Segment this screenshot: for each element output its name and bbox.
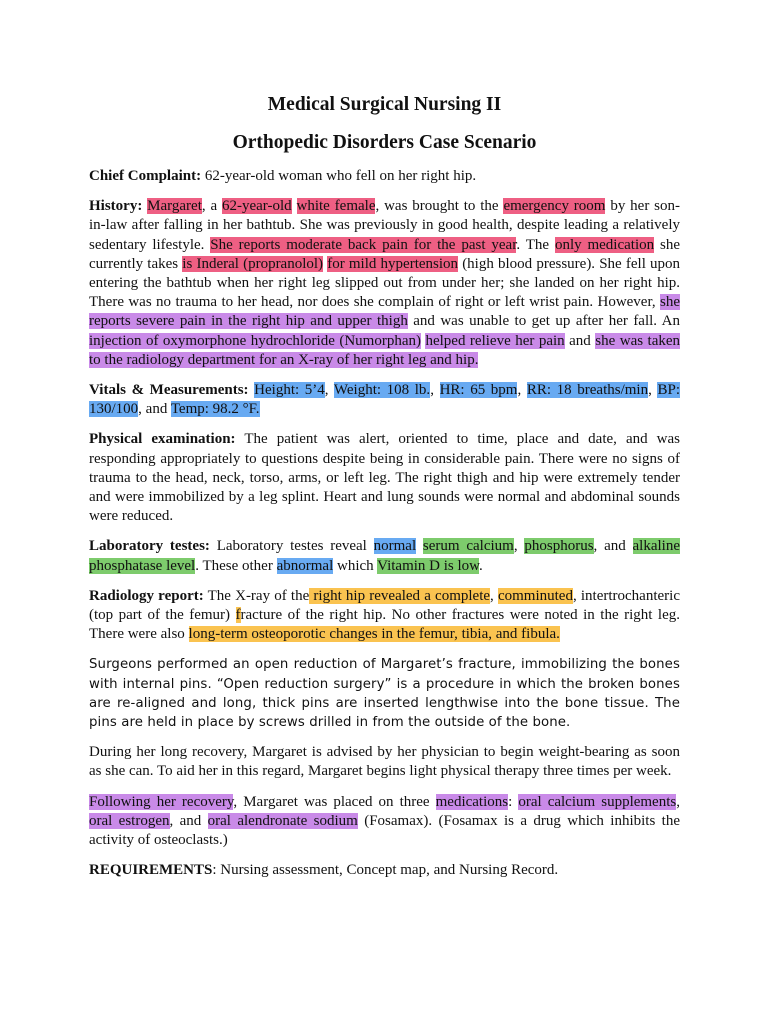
medications-paragraph xyxy=(89,793,680,851)
highlighted-text: oral alendronate sodium xyxy=(207,812,358,829)
document-title: Medical Surgical Nursing II xyxy=(267,94,502,115)
paragraph-text: , xyxy=(490,587,498,604)
requirements-paragraph xyxy=(89,861,680,880)
laboratory-label: Laboratory testes: xyxy=(89,538,210,555)
paragraph-text: The patient was alert, oriented to time, place and date, and was responding appropriately to questions despite being in considerable pain. There were no signs of trauma to the head, neck, torso, arms, or left leg. The right thigh and hip were extremely tender and were immobilized by a leg splint. Heart and lung sounds were normal and abdominal sounds were reduced. xyxy=(89,431,680,525)
laboratory-paragraph xyxy=(89,537,680,575)
highlighted-text: long-term osteoporotic changes in the femur, tibia, and fibula. xyxy=(188,626,560,643)
highlighted-text: BP: 130/100 xyxy=(89,382,680,418)
radiology-paragraph xyxy=(89,587,680,645)
highlighted-text: 62-year-old xyxy=(221,198,292,215)
highlighted-text: normal xyxy=(373,538,417,555)
highlighted-text: serum calcium xyxy=(422,538,514,555)
chief-complaint-label: Chief Complaint: xyxy=(89,168,202,184)
paragraph-text: by her son-in-law after falling in her bathtub. She was previously in good health, despite leading a relatively sedentary lifestyle. xyxy=(89,198,680,253)
highlighted-text: Height: 5’4 xyxy=(254,382,325,399)
paragraph-text: (high blood pressure). She fell upon entering the bathtub when her right leg slipped out from under her; she landed on her right hip. There was no trauma to her head, nor does she complain of right or left wrist pain. However, xyxy=(89,255,681,311)
history-label: History: xyxy=(89,198,143,215)
paragraph-text: , and xyxy=(138,401,171,418)
highlighted-text: oral estrogen xyxy=(89,812,170,829)
highlighted-text: only medication xyxy=(554,236,655,253)
paragraph-text: , Margaret was placed on three xyxy=(233,793,436,810)
paragraph-text xyxy=(416,538,423,554)
paragraph-text: , xyxy=(517,382,527,399)
surgery-paragraph xyxy=(89,655,680,732)
highlighted-text: Margaret xyxy=(147,198,202,215)
physical-exam-paragraph xyxy=(89,430,680,526)
paragraph-text: . The xyxy=(516,236,555,253)
radiology-label: Radiology report: xyxy=(89,587,204,604)
paragraph-text: , xyxy=(513,538,525,555)
highlighted-text: Vitamin D is low xyxy=(377,557,480,574)
paragraph-text: . These other xyxy=(195,557,277,574)
highlighted-text: emergency room xyxy=(503,198,606,215)
highlighted-text: for mild hypertension xyxy=(327,255,459,272)
paragraph-text: , and xyxy=(593,538,633,555)
paragraph-text: , and xyxy=(169,812,208,829)
paragraph-text: , xyxy=(324,382,334,399)
vitals-label: Vitals & Measurements: xyxy=(89,382,249,399)
paragraph-text: Surgeons performed an open reduction of Margaret’s fracture, immobilizing the bones with internal pins. “Open reduction surgery” is a procedure in which the broken bones are re-aligned and long, thick pins are inserted lengthwise into the bone tissue. The pins are held in place by screws drilled in from the outside of the bone. xyxy=(89,657,680,731)
paragraph-text: During her long recovery, Margaret is advised by her physician to begin weight-bearing as soon as she can. To aid her in this regard, Margaret begins light physical therapy three times per week. xyxy=(89,744,680,780)
highlighted-text: Temp: 98.2 °F. xyxy=(170,401,260,418)
highlighted-text: RR: 18 breaths/min xyxy=(526,382,649,399)
paragraph-text: . xyxy=(479,557,483,574)
paragraph-text: , xyxy=(648,382,658,399)
highlighted-text: abnormal xyxy=(276,557,334,574)
document-subtitle: Orthopedic Disorders Case Scenario xyxy=(232,132,537,153)
paragraph-text: , xyxy=(430,382,440,399)
highlighted-text: helped relieve her pain xyxy=(425,332,565,349)
paragraph-text: : Nursing assessment, Concept map, and Nursing Record. xyxy=(212,862,559,879)
paragraph-text: racture of the right hip. No other fractures were noted in the right leg. There were also xyxy=(89,607,680,643)
paragraph-text: which xyxy=(333,557,378,574)
highlighted-text: right hip revealed a complete xyxy=(309,587,491,604)
highlighted-text: HR: 65 bpm xyxy=(439,382,518,399)
highlighted-text: medications xyxy=(435,793,509,810)
vitals-paragraph xyxy=(89,381,680,419)
paragraph-text: (Fosamax). (Fosamax is a drug which inhibits the activity of osteoclasts.) xyxy=(89,812,680,849)
paragraph-text: : xyxy=(508,793,519,810)
highlighted-text: alkaline phosphatase level xyxy=(89,538,680,574)
paragraph-text: Laboratory testes reveal xyxy=(209,538,374,555)
highlighted-text: Weight: 108 lb. xyxy=(333,382,431,399)
paragraph-text: , intertrochanteric (top part of the femur) xyxy=(89,587,680,624)
highlighted-text: f xyxy=(235,607,241,624)
paragraph-text: , a xyxy=(201,198,222,215)
physical-exam-label: Physical examination: xyxy=(89,431,236,448)
recovery-paragraph xyxy=(89,743,680,781)
paragraph-text: and xyxy=(564,332,596,349)
paragraph-text: and was unable to get up after her fall. An xyxy=(407,313,680,330)
paragraph-text: 62-year-old woman who fell on her right hip. xyxy=(201,168,477,184)
highlighted-text: she reports severe pain in the right hip and upper thigh xyxy=(89,294,680,330)
highlighted-text: is Inderal (propranolol) xyxy=(182,255,324,272)
chief-complaint-paragraph xyxy=(89,167,680,186)
paragraph-text xyxy=(292,198,297,214)
highlighted-text: white female xyxy=(296,198,376,215)
highlighted-text: she was taken to the radiology department for an X-ray of her right leg and hip. xyxy=(89,332,681,368)
highlighted-text: phosphorus xyxy=(524,538,594,555)
highlighted-text: oral calcium supplements xyxy=(518,793,677,810)
highlighted-text: Following her recovery xyxy=(89,793,234,810)
paragraph-text: The X-ray of the xyxy=(203,587,310,604)
paragraph-text: , xyxy=(676,793,680,810)
requirements-label: REQUIREMENTS xyxy=(89,862,213,879)
paragraph-text: , was brought to the xyxy=(375,198,504,215)
paragraph-text: she currently takes xyxy=(89,236,680,272)
highlighted-text: injection of oxymorphone hydrochloride (Numorphan) xyxy=(89,332,421,349)
highlighted-text: comminuted xyxy=(497,587,573,604)
highlighted-text: She reports moderate back pain for the past year xyxy=(210,236,517,253)
history-paragraph xyxy=(89,197,680,370)
